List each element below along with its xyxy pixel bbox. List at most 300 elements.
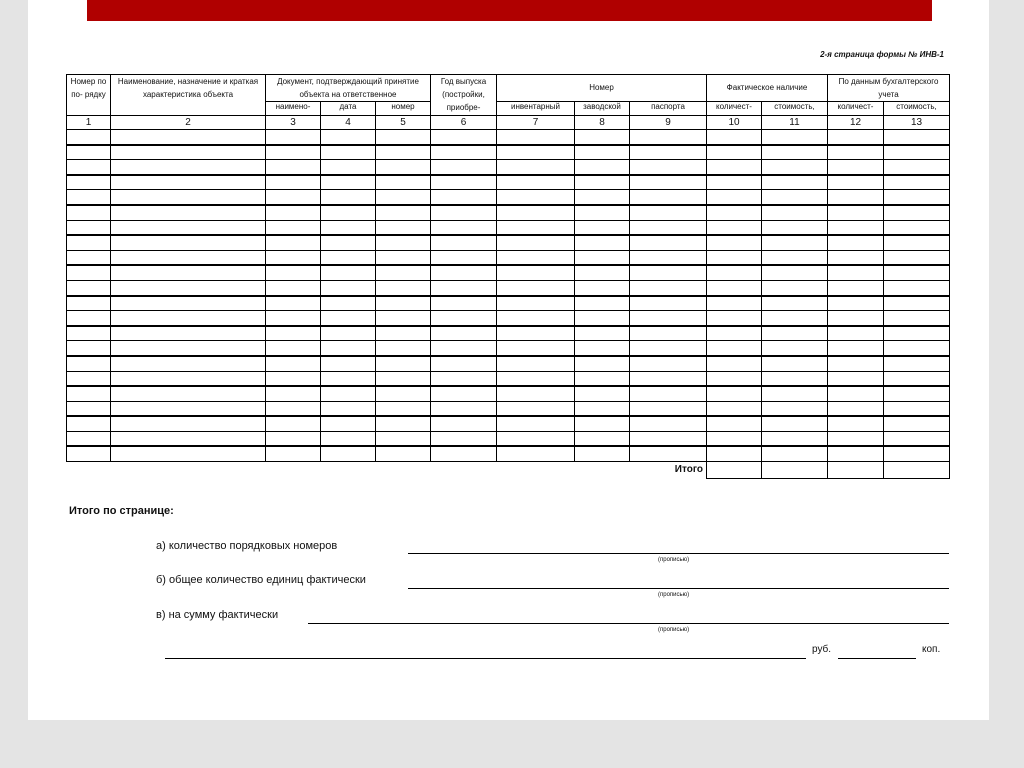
table-cell[interactable] [828, 431, 884, 446]
table-cell[interactable] [497, 130, 575, 145]
table-cell[interactable] [111, 296, 266, 311]
table-cell[interactable] [575, 250, 630, 265]
table-cell[interactable] [376, 371, 431, 386]
table-cell[interactable] [762, 326, 828, 341]
table-cell[interactable] [762, 386, 828, 401]
table-cell[interactable] [630, 371, 707, 386]
table-cell[interactable] [321, 296, 376, 311]
table-cell[interactable] [376, 416, 431, 431]
table-cell[interactable] [67, 311, 111, 326]
table-cell[interactable] [884, 311, 950, 326]
table-cell[interactable] [828, 356, 884, 371]
table-cell[interactable] [67, 205, 111, 220]
table-cell[interactable] [321, 326, 376, 341]
table-cell[interactable] [67, 280, 111, 295]
table-cell[interactable] [828, 205, 884, 220]
table-cell[interactable] [321, 175, 376, 190]
table-cell[interactable] [67, 446, 111, 461]
table-cell[interactable] [376, 235, 431, 250]
table-cell[interactable] [630, 190, 707, 205]
table-cell[interactable] [376, 296, 431, 311]
table-cell[interactable] [762, 250, 828, 265]
summary-line-v-field[interactable] [308, 623, 949, 624]
table-cell[interactable] [266, 416, 321, 431]
table-cell[interactable] [707, 250, 762, 265]
table-cell[interactable] [67, 431, 111, 446]
table-cell[interactable] [828, 175, 884, 190]
table-cell[interactable] [762, 175, 828, 190]
table-cell[interactable] [67, 250, 111, 265]
table-cell[interactable] [321, 265, 376, 280]
table-cell[interactable] [707, 446, 762, 461]
table-cell[interactable] [111, 416, 266, 431]
table-cell[interactable] [67, 296, 111, 311]
table-cell[interactable] [707, 356, 762, 371]
table-cell[interactable] [266, 431, 321, 446]
table-cell[interactable] [884, 205, 950, 220]
table-cell[interactable] [321, 431, 376, 446]
table-cell[interactable] [497, 145, 575, 160]
table-cell[interactable] [630, 401, 707, 416]
table-cell[interactable] [884, 145, 950, 160]
table-cell[interactable] [497, 190, 575, 205]
table-cell[interactable] [762, 431, 828, 446]
table-cell[interactable] [67, 371, 111, 386]
table-cell[interactable] [884, 280, 950, 295]
table-cell[interactable] [762, 371, 828, 386]
table-cell[interactable] [707, 280, 762, 295]
table-cell[interactable] [266, 220, 321, 235]
table-cell[interactable] [630, 220, 707, 235]
table-cell[interactable] [67, 416, 111, 431]
table-cell[interactable] [828, 371, 884, 386]
table-cell[interactable] [762, 160, 828, 175]
table-cell[interactable] [266, 341, 321, 356]
table-cell[interactable] [376, 160, 431, 175]
table-cell[interactable] [321, 416, 376, 431]
table-cell[interactable] [266, 446, 321, 461]
table-cell[interactable] [884, 401, 950, 416]
table-cell[interactable] [321, 205, 376, 220]
table-cell[interactable] [630, 265, 707, 280]
rub-label: руб. [812, 644, 832, 655]
table-cell[interactable] [111, 190, 266, 205]
table-cell[interactable] [67, 145, 111, 160]
table-cell[interactable] [67, 190, 111, 205]
table-cell[interactable] [431, 386, 497, 401]
table-cell[interactable] [630, 341, 707, 356]
table-cell[interactable] [111, 175, 266, 190]
table-cell[interactable] [431, 401, 497, 416]
table-cell[interactable] [497, 250, 575, 265]
table-cell[interactable] [762, 235, 828, 250]
table-cell[interactable] [497, 401, 575, 416]
table-cell[interactable] [111, 205, 266, 220]
table-cell[interactable] [575, 386, 630, 401]
table-cell[interactable] [828, 386, 884, 401]
table-cell[interactable] [67, 130, 111, 145]
table-cell[interactable] [266, 386, 321, 401]
table-cell[interactable] [321, 235, 376, 250]
kop-field[interactable] [838, 658, 916, 659]
table-cell[interactable] [321, 145, 376, 160]
table-cell[interactable] [376, 205, 431, 220]
table-cell[interactable] [630, 235, 707, 250]
table-cell[interactable] [497, 416, 575, 431]
table-cell[interactable] [111, 446, 266, 461]
table-cell[interactable] [266, 401, 321, 416]
table-cell[interactable] [630, 280, 707, 295]
table-cell[interactable] [321, 356, 376, 371]
table-cell[interactable] [884, 296, 950, 311]
table-cell[interactable] [321, 446, 376, 461]
table-cell[interactable] [111, 280, 266, 295]
table-cell[interactable] [884, 190, 950, 205]
table-cell[interactable] [67, 265, 111, 280]
table-cell[interactable] [431, 220, 497, 235]
total-cell[interactable] [762, 462, 828, 479]
table-cell[interactable] [828, 416, 884, 431]
summary-line-a-field[interactable] [408, 553, 949, 554]
table-cell[interactable] [762, 446, 828, 461]
table-cell[interactable] [376, 446, 431, 461]
table-cell[interactable] [497, 205, 575, 220]
table-cell[interactable] [111, 145, 266, 160]
table-cell[interactable] [376, 431, 431, 446]
table-cell[interactable] [111, 356, 266, 371]
table-cell[interactable] [431, 326, 497, 341]
table-cell[interactable] [266, 205, 321, 220]
table-cell[interactable] [575, 190, 630, 205]
table-cell[interactable] [575, 145, 630, 160]
table-cell[interactable] [431, 296, 497, 311]
table-cell[interactable] [762, 205, 828, 220]
table-cell[interactable] [630, 160, 707, 175]
table-cell[interactable] [431, 431, 497, 446]
table-cell[interactable] [707, 431, 762, 446]
table-cell[interactable] [67, 341, 111, 356]
table-cell[interactable] [828, 446, 884, 461]
table-cell[interactable] [111, 130, 266, 145]
table-cell[interactable] [630, 145, 707, 160]
table-cell[interactable] [67, 326, 111, 341]
table-cell[interactable] [321, 250, 376, 265]
table-cell[interactable] [321, 341, 376, 356]
table-cell[interactable] [376, 326, 431, 341]
table-cell[interactable] [266, 326, 321, 341]
table-cell[interactable] [707, 311, 762, 326]
header-number-group: Номер [497, 75, 707, 102]
table-cell[interactable] [497, 235, 575, 250]
table-cell[interactable] [575, 280, 630, 295]
table-cell[interactable] [266, 296, 321, 311]
table-cell[interactable] [266, 175, 321, 190]
table-cell[interactable] [431, 130, 497, 145]
table-cell[interactable] [497, 160, 575, 175]
table-cell[interactable] [707, 235, 762, 250]
table-cell[interactable] [828, 341, 884, 356]
summary-title: Итого по странице: [69, 505, 174, 517]
table-cell[interactable] [707, 296, 762, 311]
table-cell[interactable] [762, 401, 828, 416]
table-cell[interactable] [828, 296, 884, 311]
table-cell[interactable] [828, 280, 884, 295]
table-cell[interactable] [630, 175, 707, 190]
table-cell[interactable] [431, 371, 497, 386]
table-cell[interactable] [575, 160, 630, 175]
table-cell[interactable] [575, 175, 630, 190]
table-cell[interactable] [828, 311, 884, 326]
table-cell[interactable] [431, 205, 497, 220]
table-cell[interactable] [828, 250, 884, 265]
table-cell[interactable] [630, 296, 707, 311]
table-cell[interactable] [376, 280, 431, 295]
table-cell[interactable] [707, 416, 762, 431]
table-cell[interactable] [111, 431, 266, 446]
table-cell[interactable] [762, 341, 828, 356]
table-cell[interactable] [431, 311, 497, 326]
table-cell[interactable] [575, 265, 630, 280]
table-cell[interactable] [497, 296, 575, 311]
table-cell[interactable] [828, 401, 884, 416]
table-cell[interactable] [431, 416, 497, 431]
table-cell[interactable] [707, 205, 762, 220]
table-cell[interactable] [497, 431, 575, 446]
table-cell[interactable] [575, 235, 630, 250]
table-row [67, 311, 950, 326]
table-cell[interactable] [884, 235, 950, 250]
table-cell[interactable] [111, 371, 266, 386]
table-cell[interactable] [376, 401, 431, 416]
table-cell[interactable] [497, 326, 575, 341]
table-cell[interactable] [497, 280, 575, 295]
table-cell[interactable] [67, 401, 111, 416]
table-cell[interactable] [575, 446, 630, 461]
table-cell[interactable] [111, 326, 266, 341]
table-cell[interactable] [431, 265, 497, 280]
table-cell[interactable] [630, 356, 707, 371]
table-cell[interactable] [630, 386, 707, 401]
table-cell[interactable] [630, 326, 707, 341]
table-cell[interactable] [321, 220, 376, 235]
table-cell[interactable] [497, 446, 575, 461]
table-cell[interactable] [376, 145, 431, 160]
table-cell[interactable] [376, 265, 431, 280]
table-cell[interactable] [707, 145, 762, 160]
table-cell[interactable] [575, 205, 630, 220]
table-cell[interactable] [707, 220, 762, 235]
table-cell[interactable] [266, 190, 321, 205]
table-cell[interactable] [707, 265, 762, 280]
column-number: 10 [707, 116, 762, 130]
table-cell[interactable] [707, 371, 762, 386]
table-cell[interactable] [884, 130, 950, 145]
table-cell[interactable] [762, 280, 828, 295]
table-cell[interactable] [575, 311, 630, 326]
table-cell[interactable] [321, 371, 376, 386]
total-cell[interactable] [828, 462, 884, 479]
table-cell[interactable] [762, 416, 828, 431]
table-cell[interactable] [707, 326, 762, 341]
table-cell[interactable] [321, 130, 376, 145]
table-cell[interactable] [884, 265, 950, 280]
table-cell[interactable] [376, 175, 431, 190]
table-cell[interactable] [575, 341, 630, 356]
table-cell[interactable] [575, 431, 630, 446]
table-cell[interactable] [497, 220, 575, 235]
table-cell[interactable] [111, 250, 266, 265]
table-cell[interactable] [266, 371, 321, 386]
table-cell[interactable] [828, 160, 884, 175]
table-cell[interactable] [707, 175, 762, 190]
table-cell[interactable] [884, 431, 950, 446]
table-cell[interactable] [707, 190, 762, 205]
table-cell[interactable] [376, 220, 431, 235]
table-cell[interactable] [762, 130, 828, 145]
sum-in-words-field[interactable] [165, 658, 806, 659]
table-cell[interactable] [575, 326, 630, 341]
table-cell[interactable] [762, 190, 828, 205]
table-cell[interactable] [884, 446, 950, 461]
total-cell[interactable] [707, 462, 762, 479]
table-cell[interactable] [762, 296, 828, 311]
table-cell[interactable] [884, 326, 950, 341]
table-cell[interactable] [376, 130, 431, 145]
table-cell[interactable] [376, 356, 431, 371]
table-cell[interactable] [828, 190, 884, 205]
table-cell[interactable] [376, 311, 431, 326]
table-cell[interactable] [497, 341, 575, 356]
table-cell[interactable] [266, 130, 321, 145]
table-cell[interactable] [828, 235, 884, 250]
table-cell[interactable] [266, 235, 321, 250]
table-cell[interactable] [321, 190, 376, 205]
table-cell[interactable] [67, 356, 111, 371]
table-cell[interactable] [497, 311, 575, 326]
table-cell[interactable] [884, 341, 950, 356]
table-cell[interactable] [828, 220, 884, 235]
table-cell[interactable] [266, 160, 321, 175]
table-cell[interactable] [497, 265, 575, 280]
table-cell[interactable] [431, 341, 497, 356]
table-cell[interactable] [575, 401, 630, 416]
table-cell[interactable] [266, 356, 321, 371]
table-cell[interactable] [630, 446, 707, 461]
table-cell[interactable] [575, 356, 630, 371]
table-cell[interactable] [884, 160, 950, 175]
table-cell[interactable] [321, 160, 376, 175]
table-cell[interactable] [762, 145, 828, 160]
table-cell[interactable] [497, 175, 575, 190]
table-cell[interactable] [111, 220, 266, 235]
table-cell[interactable] [630, 311, 707, 326]
table-cell[interactable] [431, 250, 497, 265]
table-cell[interactable] [828, 130, 884, 145]
table-cell[interactable] [266, 145, 321, 160]
table-cell[interactable] [111, 160, 266, 175]
table-cell[interactable] [762, 220, 828, 235]
table-cell[interactable] [497, 386, 575, 401]
table-cell[interactable] [266, 280, 321, 295]
table-cell[interactable] [884, 386, 950, 401]
table-cell[interactable] [321, 311, 376, 326]
table-cell[interactable] [630, 250, 707, 265]
table-cell[interactable] [575, 220, 630, 235]
table-cell[interactable] [575, 130, 630, 145]
table-cell[interactable] [376, 190, 431, 205]
table-cell[interactable] [884, 175, 950, 190]
table-cell[interactable] [884, 220, 950, 235]
total-cell[interactable] [884, 462, 950, 479]
table-cell[interactable] [707, 130, 762, 145]
table-cell[interactable] [828, 326, 884, 341]
table-cell[interactable] [884, 416, 950, 431]
table-cell[interactable] [707, 160, 762, 175]
table-cell[interactable] [884, 356, 950, 371]
table-cell[interactable] [575, 371, 630, 386]
table-cell[interactable] [630, 130, 707, 145]
table-cell[interactable] [376, 250, 431, 265]
table-cell[interactable] [497, 371, 575, 386]
table-cell[interactable] [111, 401, 266, 416]
table-cell[interactable] [630, 416, 707, 431]
table-cell[interactable] [431, 145, 497, 160]
table-cell[interactable] [707, 401, 762, 416]
table-cell[interactable] [707, 341, 762, 356]
table-cell[interactable] [575, 416, 630, 431]
table-cell[interactable] [707, 386, 762, 401]
table-cell[interactable] [67, 235, 111, 250]
table-cell[interactable] [884, 250, 950, 265]
table-cell[interactable] [376, 341, 431, 356]
table-cell[interactable] [431, 190, 497, 205]
table-cell[interactable] [431, 175, 497, 190]
table-cell[interactable] [575, 296, 630, 311]
table-cell[interactable] [884, 371, 950, 386]
table-cell[interactable] [431, 235, 497, 250]
summary-line-b-field[interactable] [408, 588, 949, 589]
table-cell[interactable] [321, 401, 376, 416]
table-cell[interactable] [266, 311, 321, 326]
table-cell[interactable] [630, 205, 707, 220]
table-cell[interactable] [67, 220, 111, 235]
table-cell[interactable] [67, 386, 111, 401]
table-cell[interactable] [321, 386, 376, 401]
table-cell[interactable] [828, 145, 884, 160]
table-cell[interactable] [111, 386, 266, 401]
table-cell[interactable] [111, 341, 266, 356]
table-cell[interactable] [828, 265, 884, 280]
table-cell[interactable] [67, 160, 111, 175]
table-cell[interactable] [431, 356, 497, 371]
table-cell[interactable] [111, 235, 266, 250]
table-cell[interactable] [431, 160, 497, 175]
table-cell[interactable] [111, 311, 266, 326]
table-cell[interactable] [111, 265, 266, 280]
table-cell[interactable] [762, 265, 828, 280]
table-cell[interactable] [497, 356, 575, 371]
table-cell[interactable] [67, 175, 111, 190]
table-cell[interactable] [376, 386, 431, 401]
table-cell[interactable] [431, 280, 497, 295]
table-cell[interactable] [321, 280, 376, 295]
table-cell[interactable] [431, 446, 497, 461]
table-cell[interactable] [762, 311, 828, 326]
table-cell[interactable] [266, 250, 321, 265]
table-cell[interactable] [762, 356, 828, 371]
table-cell[interactable] [630, 431, 707, 446]
table-cell[interactable] [266, 265, 321, 280]
